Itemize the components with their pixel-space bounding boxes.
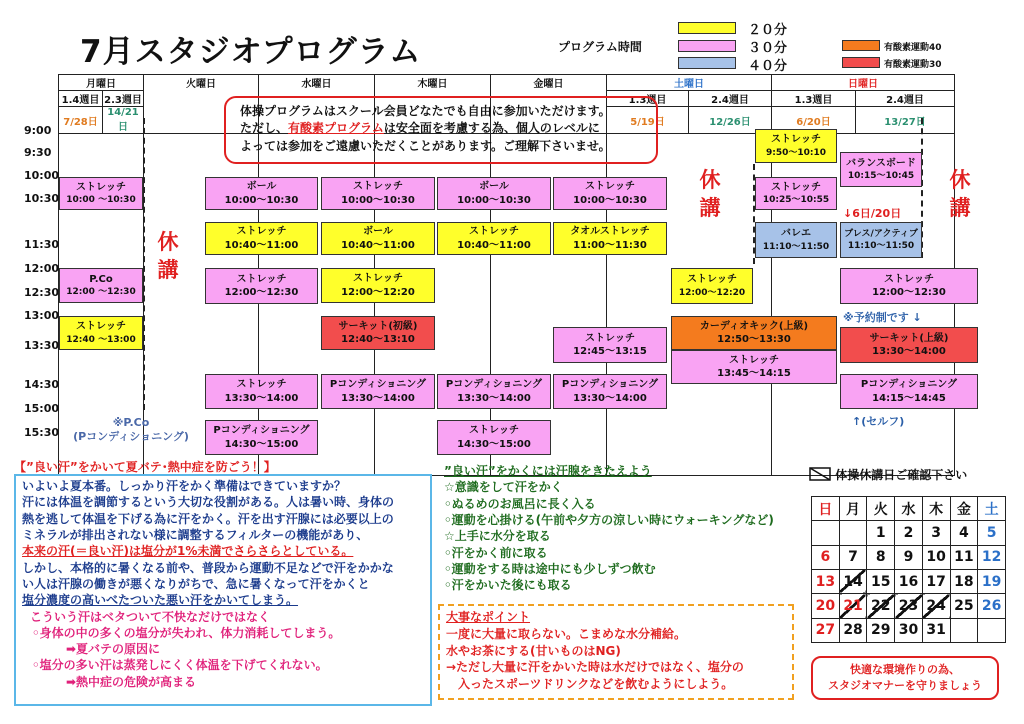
class-block (553, 222, 667, 255)
class-block (671, 268, 753, 304)
point-line: 入ったスポーツドリンクなどを飲むようにしよう。 (446, 677, 734, 692)
day-header-mon: 月曜日 (59, 75, 144, 91)
cal-day: 9 (895, 545, 923, 569)
legend-swatch-40 (678, 57, 736, 69)
cal-day: 27 (812, 618, 840, 642)
class-block (437, 222, 551, 255)
week-sat-a: 1.3週目 (607, 91, 689, 107)
class-block (321, 177, 435, 210)
cal-day: 15 (867, 569, 895, 593)
class-name: ストレッチ (585, 332, 635, 344)
class-name: ストレッチ (76, 321, 126, 333)
legend-text-aerobic30: 有酸素運動30 (884, 60, 942, 70)
notice-text: は安全面を考慮する為、個人のレベルに (383, 121, 600, 136)
class-time: 10:00～10:30 (573, 194, 647, 206)
cal-header: 金 (950, 497, 978, 521)
class-time: 13:30～14:00 (341, 392, 415, 404)
calendar-legend (809, 466, 967, 483)
day-header-tue: 火曜日 (144, 75, 259, 134)
class-time: 11:10～11:50 (847, 241, 915, 251)
point-line: 一度に大量に取らない。こまめな水分補給。 (446, 626, 687, 641)
day-header-sun: 日曜日 (772, 75, 955, 91)
article-line: い人は汗腺の働きが悪くなりがちで、急に暑くなって汗をかくと (22, 576, 370, 591)
time-label: 11:30 (24, 238, 60, 251)
class-time: 13:30～14:00 (872, 346, 946, 357)
class-block (321, 316, 435, 350)
tips-line: ☆上手に水分を取る (444, 529, 551, 544)
class-block (59, 177, 143, 210)
closed-label: 休講 (949, 168, 971, 221)
class-block (205, 268, 318, 304)
class-block (840, 374, 978, 409)
notice-highlight: 有酸素プログラム (288, 121, 384, 136)
cal-day: 13 (812, 569, 840, 593)
class-name: ストレッチ (236, 379, 287, 390)
class-name: ストレッチ (729, 354, 779, 366)
cal-day: 26 (978, 594, 1006, 618)
cal-day-closed: 21 (839, 594, 867, 618)
legend-swatch-aerobic40 (842, 40, 880, 51)
class-time: 11:00～11:30 (573, 239, 647, 251)
tips-line: ◦運動を心掛ける(午前や夕方の涼しい時にウォーキングなど) (444, 512, 774, 527)
class-name: ストレッチ (687, 274, 737, 286)
class-name: ストレッチ (469, 425, 519, 436)
tips-line: ◦汗をかく前に取る (444, 545, 548, 560)
week-mon-a: 1.4週目 (59, 91, 103, 107)
article-line: ➡熱中症の危険が高まる (66, 674, 197, 689)
article-line: 塩分濃度の高いべたついた悪い汗をかいてしまう。 (22, 593, 299, 608)
class-block (437, 420, 551, 455)
class-time: 12:40～13:10 (341, 334, 415, 345)
class-name: ブレス/アクティブ (844, 228, 918, 239)
cal-day: 17 (922, 569, 950, 593)
class-name: ストレッチ (236, 273, 287, 285)
tips-line: ◦運動をする時は途中にも少しずつ飲む (444, 561, 656, 576)
class-name: ストレッチ (771, 134, 821, 146)
class-name: サーキット(初級) (338, 320, 418, 332)
class-time: 10:15～10:45 (847, 171, 915, 182)
mon-note (64, 416, 198, 445)
class-name: Pコンディショニング (860, 379, 958, 390)
class-name: ストレッチ (353, 273, 403, 284)
cal-day: 18 (950, 569, 978, 593)
tips-line: ◦ぬるめのお風呂に長く入る (444, 496, 596, 511)
class-name: ストレッチ (236, 226, 287, 237)
cal-day: 30 (895, 618, 923, 642)
legend-label: プログラム時間 (558, 40, 642, 54)
cal-day: 31 (922, 618, 950, 642)
diagonal-box-icon (809, 467, 831, 481)
class-name: ボール (479, 181, 509, 192)
class-name: ストレッチ (353, 181, 403, 192)
cal-day: 19 (978, 569, 1006, 593)
class-block (553, 327, 667, 363)
class-time: 11:10～11:50 (762, 241, 830, 252)
date-sat-b: 12/26日 (689, 107, 772, 134)
cal-day (812, 521, 840, 545)
cal-day: 4 (950, 521, 978, 545)
article-heading: 【”良い汗”をかいて夏バテ･熱中症を防ごう！】 (14, 460, 276, 474)
time-label: 13:00 (24, 309, 60, 322)
day-header-sat: 土曜日 (607, 75, 772, 91)
class-block (671, 350, 837, 384)
cal-header: 月 (839, 497, 867, 521)
class-time: 10:25～10:55 (762, 195, 830, 206)
date-mon-a: 7/28日 (59, 107, 103, 134)
tips-line: ◦汗をかいた後にも取る (444, 578, 572, 593)
class-time: 10:00 ～10:30 (66, 195, 136, 206)
cal-day: 20 (812, 594, 840, 618)
article-line: ➡夏バテの原因に (66, 642, 161, 657)
cal-day: 16 (895, 569, 923, 593)
class-block (840, 268, 978, 304)
class-time: 12:00 ～12:30 (66, 287, 136, 298)
class-block (840, 327, 978, 363)
calendar-legend-text: 体操休講日ご確認下さい (835, 468, 968, 482)
time-label: 15:00 (24, 402, 60, 415)
class-block (671, 316, 837, 350)
cal-header: 水 (895, 497, 923, 521)
article-line: いよいよ夏本番。しっかり汗をかく準備はできていますか？ (22, 479, 347, 493)
class-name: Pコンディショニング (445, 379, 543, 390)
time-label: 9:30 (24, 146, 52, 159)
cal-day: 11 (950, 545, 978, 569)
class-time: 12:45～13:15 (573, 346, 647, 357)
time-label: 15:30 (24, 426, 60, 439)
article-line: こういう汗はベタついて不快なだけではなく (30, 609, 271, 624)
class-block (205, 222, 318, 255)
week-divider-mon (143, 118, 145, 410)
manner-line: 快適な環境作りの為、 (850, 663, 960, 676)
cal-day: 25 (950, 594, 978, 618)
class-time: 10:40～11:00 (457, 239, 531, 251)
class-block (205, 420, 318, 455)
class-name: Pコンディショニング (561, 379, 659, 390)
cal-day-closed: 24 (922, 594, 950, 618)
cal-day: 6 (812, 545, 840, 569)
class-block (553, 177, 667, 210)
tips-section (444, 463, 800, 594)
closed-label: 休講 (699, 168, 721, 221)
class-name: バレエ (781, 228, 811, 240)
calendar-table (811, 496, 1006, 643)
cal-day: 2 (895, 521, 923, 545)
week-sun-a: 1.3週目 (772, 91, 856, 107)
article-line: しかし、本格的に暑くなる前や、普段から運動不足などで汗をかかな (22, 560, 394, 575)
class-time: 12:50～13:30 (717, 334, 791, 345)
legend-swatch-30 (678, 40, 736, 52)
class-time: 12:00～12:30 (872, 287, 946, 298)
class-time: 13:30～14:00 (224, 392, 299, 404)
point-box (438, 604, 794, 700)
point-line: →ただし大量に汗をかいた時は水だけではなく、塩分の (446, 660, 744, 675)
week-mon-b: 2.3週目 (103, 91, 144, 107)
week-sat-b: 2.4週目 (689, 91, 772, 107)
cal-day-closed: 23 (895, 594, 923, 618)
class-name: サーキット(上級) (869, 332, 949, 344)
manner-line: スタジオマナーを守りましょう (828, 678, 982, 692)
legend-swatch-aerobic30 (842, 57, 880, 68)
sun-note: ※予約制です ↓ (843, 311, 922, 324)
class-time: 14:30～15:00 (224, 438, 299, 450)
class-time: 12:00～12:30 (224, 287, 299, 298)
cal-header: 火 (867, 497, 895, 521)
article-line: ◦身体の中の多くの塩分が失われ、体力消耗してしまう。 (32, 625, 341, 640)
class-block (205, 374, 318, 409)
class-block (321, 374, 435, 409)
class-block (437, 374, 551, 409)
class-time: 13:30～14:00 (457, 392, 531, 404)
notice-text: ただし、 (240, 121, 289, 136)
class-block (321, 222, 435, 255)
cal-day-closed: 22 (867, 594, 895, 618)
cal-day: 28 (839, 618, 867, 642)
class-block (840, 152, 922, 187)
class-name: タオルストレッチ (570, 226, 650, 237)
date-sun-b: 13/27日 (856, 107, 955, 134)
class-block (321, 268, 435, 303)
cal-day-closed: 14 (839, 569, 867, 593)
note-line: ※P.Co (112, 416, 150, 429)
page-title: 7月スタジオプログラム (80, 34, 422, 70)
class-time: 10:40～11:00 (224, 239, 299, 251)
class-name: Pコンディショニング (329, 379, 427, 390)
class-name: カーディオキック(上級) (699, 320, 809, 332)
class-block (755, 222, 837, 258)
legend-text-aerobic40: 有酸素運動40 (884, 43, 942, 53)
class-block (755, 177, 837, 210)
cal-day: 12 (978, 545, 1006, 569)
article-line: 熱を逃して体温を下げる為に汗をかく。汗を出す汗腺には必要以上の (22, 511, 394, 526)
class-name: ストレッチ (76, 181, 126, 193)
notice-line: 体操プログラムはスクール会員どなたでも自由に参加いただけます。 (240, 104, 611, 118)
legend-text-20: ２０分 (748, 23, 788, 38)
class-time: 14:15～14:45 (872, 392, 946, 404)
class-name: Pコンディショニング (213, 425, 310, 436)
date-sat-a: 5/19日 (607, 107, 689, 134)
week-sun-b: 2.4週目 (856, 91, 955, 107)
notice-line: よっては参加をご遠慮いただくことがあります。ご理解下さいませ。 (240, 138, 611, 153)
class-name: バランスボード (846, 157, 916, 169)
tips-line: ☆意識をして汗をかく (444, 480, 563, 495)
cal-day: 7 (839, 545, 867, 569)
class-block (205, 177, 318, 210)
class-block (59, 316, 143, 350)
class-name: ストレッチ (469, 226, 519, 237)
time-label: 13:30 (24, 339, 60, 352)
point-heading: 大事なポイント (446, 610, 531, 624)
class-block (59, 268, 143, 303)
class-name: P.Co (89, 273, 113, 285)
article-line: ミネラルが排出されない様に調整するフィルターの機能があり、 (22, 527, 369, 542)
cal-day: 3 (922, 521, 950, 545)
legend-text-30: ３０分 (748, 41, 788, 56)
tips-heading: ”良い汗”をかくには汗腺をきたえよう (444, 464, 652, 478)
class-time: 10:40～11:00 (341, 239, 415, 251)
cal-day: 1 (867, 521, 895, 545)
class-block (553, 374, 667, 409)
class-name: ボール (363, 226, 393, 237)
notice-line (240, 120, 648, 137)
class-time: 10:00～10:30 (457, 194, 531, 206)
legend-swatch-20 (678, 22, 736, 34)
time-label: 12:00 (24, 262, 60, 275)
class-time: 14:30～15:00 (457, 438, 531, 450)
time-label: 9:00 (24, 124, 52, 137)
cal-header-sun: 日 (812, 497, 840, 521)
day-header-thu: 木曜日 (375, 75, 491, 134)
class-name: ストレッチ (585, 181, 635, 192)
class-time: 10:00～10:30 (224, 194, 299, 206)
cal-day (839, 521, 867, 545)
time-label: 12:30 (24, 286, 60, 299)
class-time: 9:50～10:10 (765, 147, 827, 158)
cal-day (978, 618, 1006, 642)
cal-header: 木 (922, 497, 950, 521)
article-line: ◦塩分の多い汗は蒸発しにくく体温を下げてくれない。 (32, 658, 328, 673)
cal-day: 29 (867, 618, 895, 642)
manner-box (811, 656, 999, 700)
time-label: 10:00 (24, 169, 60, 182)
day-header-wed: 水曜日 (259, 75, 375, 134)
date-sun-a: 6/20日 (772, 107, 856, 134)
article-line: 汗には体温を調節するという大切な役割がある。人は暑い時、身体の (22, 495, 395, 510)
point-line: 水やお茶にする(甘いものはNG) (446, 643, 621, 658)
day-header-fri: 金曜日 (491, 75, 607, 134)
note-line: (Pコンディショニング) (73, 430, 189, 444)
sun-note: ↓6日/20日 (843, 207, 902, 220)
time-label: 14:30 (24, 378, 60, 391)
class-time: 13:30～14:00 (573, 392, 647, 404)
class-time: 13:45～14:15 (717, 368, 791, 379)
class-time: 12:00～12:20 (341, 286, 415, 298)
notice-box (224, 96, 658, 164)
cal-day: 8 (867, 545, 895, 569)
class-block (437, 177, 551, 210)
class-time: 10:00～10:30 (341, 194, 415, 206)
time-label: 10:30 (24, 192, 60, 205)
cal-day (950, 618, 978, 642)
class-time: 12:40 ～13:00 (66, 334, 136, 345)
cal-day: 10 (922, 545, 950, 569)
legend-text-40: ４０分 (748, 59, 788, 74)
date-mon-b: 14/21日 (103, 107, 144, 134)
closed-label: 休講 (157, 230, 179, 283)
cal-header-sat: 土 (978, 497, 1006, 521)
class-name: ボール (246, 181, 277, 192)
class-block (755, 129, 837, 163)
class-name: ストレッチ (771, 181, 821, 193)
sun-note: ↑(セルフ) (852, 415, 905, 428)
class-block (840, 222, 922, 258)
class-time: 12:00～12:20 (678, 287, 746, 298)
class-name: ストレッチ (884, 273, 934, 285)
cal-day: 5 (978, 521, 1006, 545)
article-box (14, 474, 432, 706)
article-line: 本来の汗(＝良い汗)は塩分が1%未満でさらさらとしている。 (22, 544, 354, 559)
